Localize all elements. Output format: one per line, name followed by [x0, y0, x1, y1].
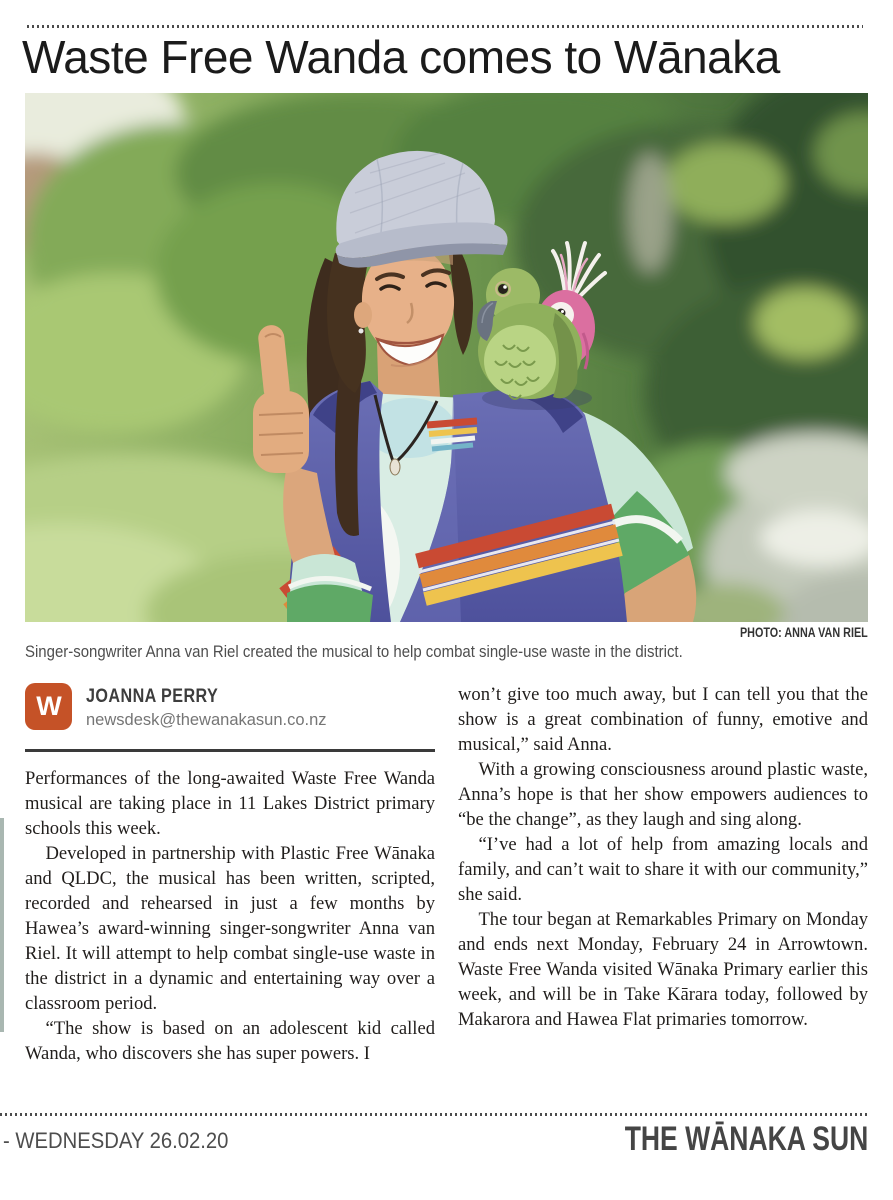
paragraph: With a growing consciousness around plastic waste, Anna’s hope is that her show empowers audiences to “be the change”, as they laugh and sing along. [458, 759, 868, 830]
paragraph: The tour began at Remarkables Primary on Monday and ends next Monday, February 24 in Arrowtown. Waste Free Wanda visited Wānaka Primary earlier this week, and will be in Take Kārara today, followed by Makarora and Hawea Flat primaries tomorrow. [458, 909, 868, 1030]
byline-email: newsdesk@thewanakasun.co.nz [86, 710, 327, 729]
paragraph: “The show is based on an adolescent kid called Wanda, who discovers she has super powers. I [25, 1018, 435, 1064]
photo-caption: Singer-songwriter Anna van Riel created the musical to help combat single-use waste in the district. [25, 642, 683, 661]
logo-letter: W [36, 691, 61, 721]
footer-date: - WEDNESDAY 26.02.20 [3, 1128, 229, 1153]
paragraph: “I’ve had a lot of help from amazing locals and family, and can’t wait to share it with our community,” she said. [458, 834, 868, 905]
byline [25, 682, 435, 737]
paragraph: Developed in partnership with Plastic Free Wānaka and QLDC, the musical has been written, scripted, recorded and rehearsed in just a few months by Hawea’s award-winning singer-songwriter Anna van Riel. It will attempt to help combat single-use waste in the district in a dynamic and entertaining way over a classroom period. [25, 843, 435, 1014]
bottom-divider [0, 1113, 869, 1116]
article-photo [25, 93, 868, 622]
top-divider [27, 25, 863, 28]
headline: Waste Free Wanda comes to Wānaka [22, 31, 780, 83]
byline-rule [25, 749, 435, 752]
footer-brand: THE WĀNAKA SUN [624, 1120, 868, 1158]
article-body [25, 682, 868, 1066]
paragraph: Performances of the long-awaited Waste Free Wanda musical are taking place in 11 Lakes District primary schools this week. [25, 768, 435, 839]
photo-credit: PHOTO: ANNA VAN RIEL [740, 625, 868, 640]
byline-author: JOANNA PERRY [86, 686, 219, 707]
paragraph: won’t give too much away, but I can tell you that the show is a great combination of funny, emotive and musical,” said Anna. [458, 684, 868, 755]
wanaka-sun-logo [25, 683, 72, 730]
page-edge-artifact [0, 818, 4, 1032]
